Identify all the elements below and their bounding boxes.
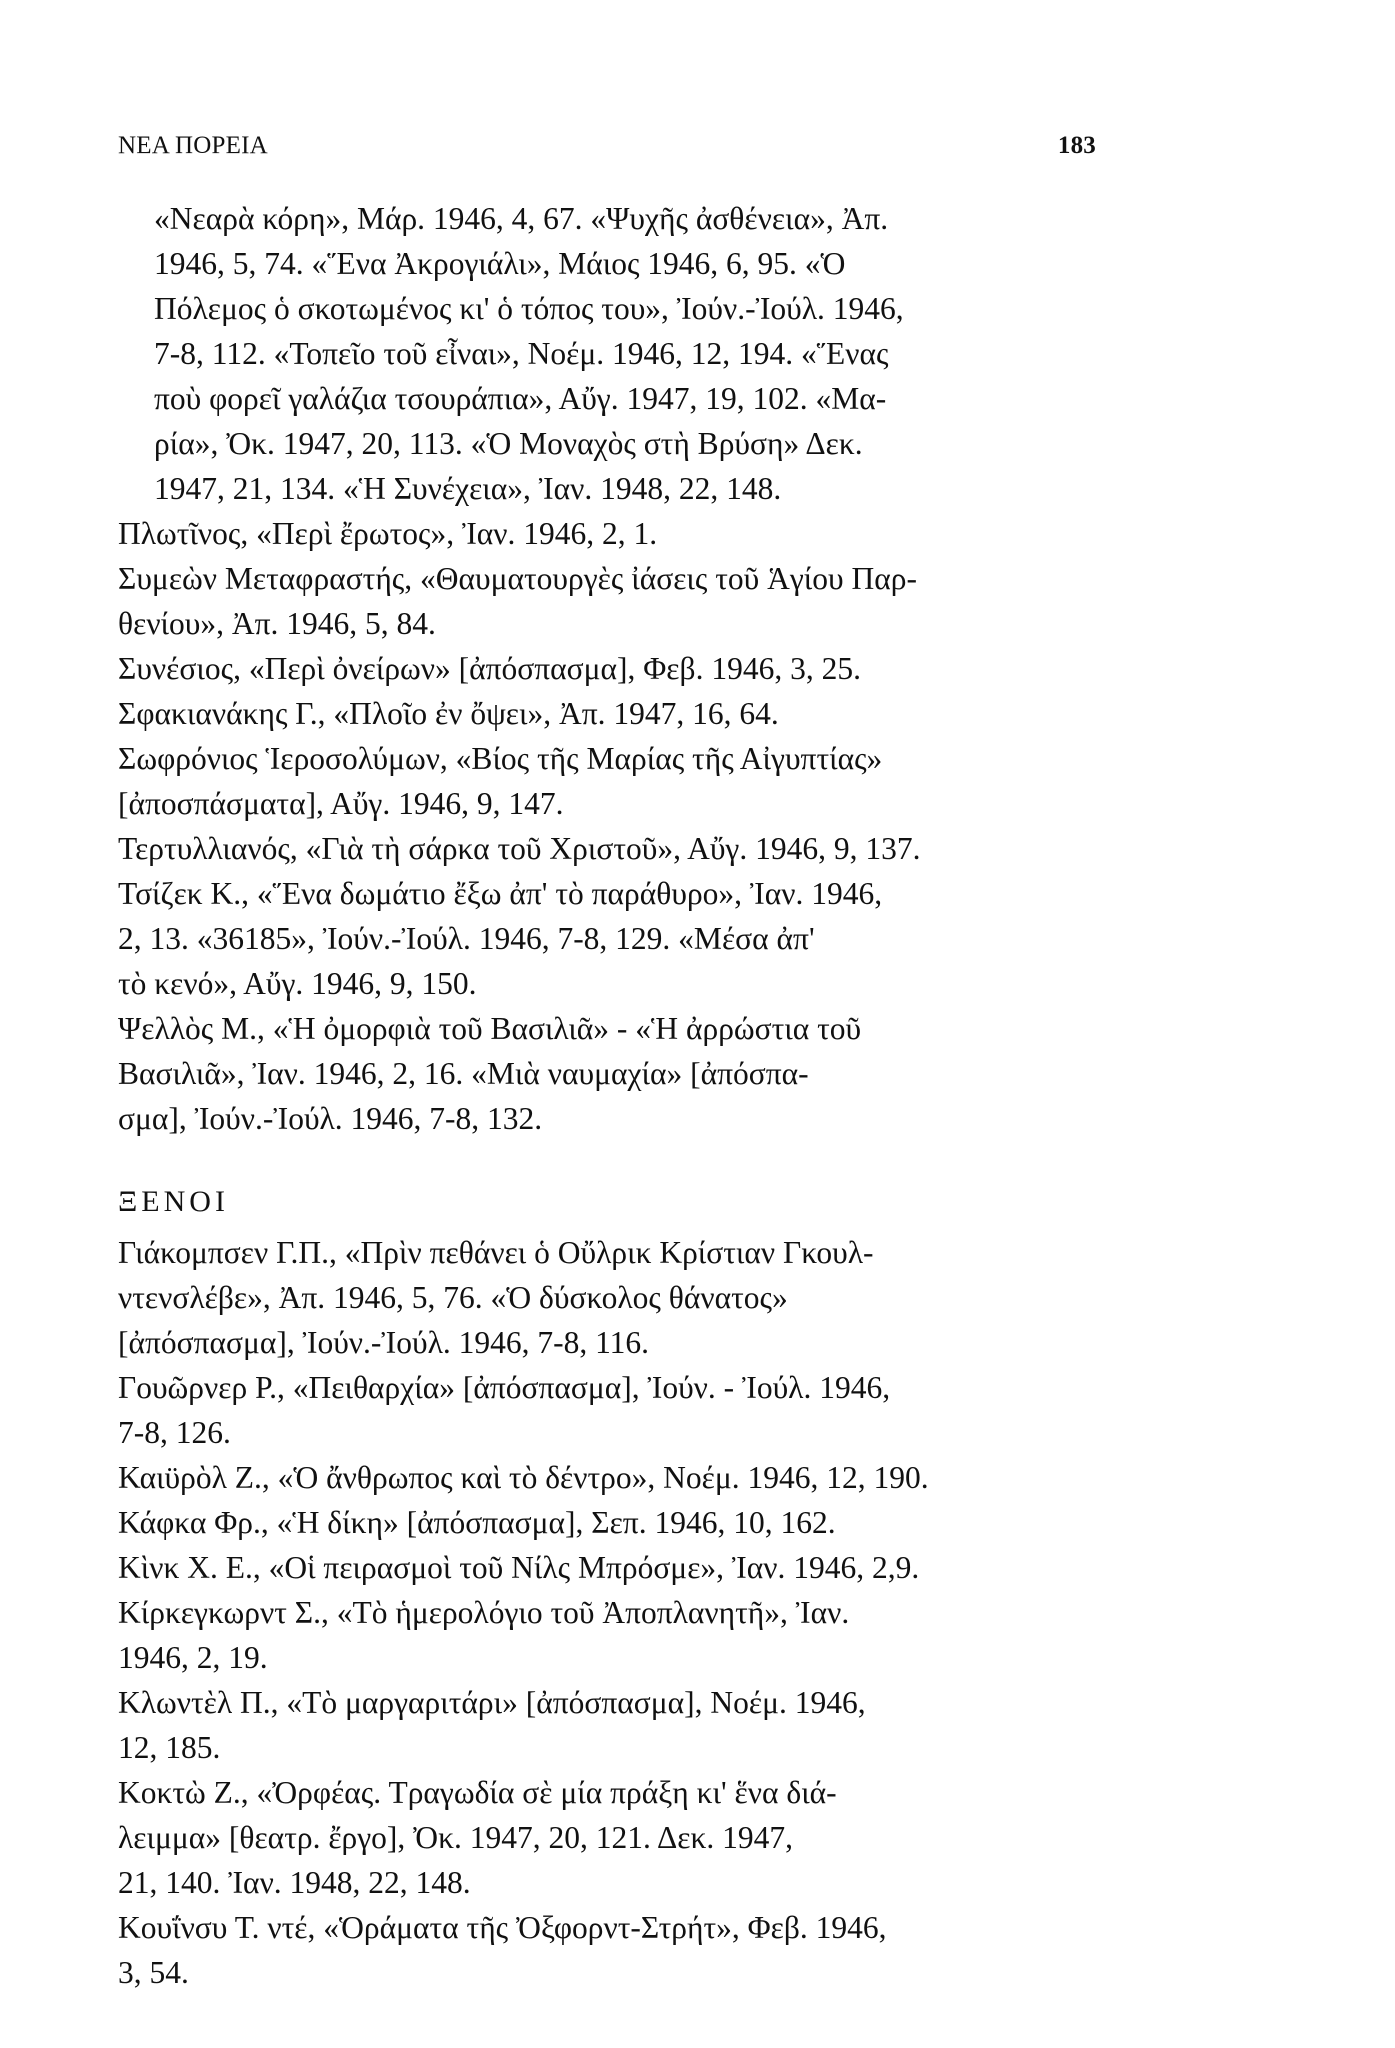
index-entry	[118, 1590, 1118, 1680]
entry-line: 12, 185.	[118, 1730, 221, 1765]
entry-line: λειμμα» [θεατρ. ἔργο], Ὀκ. 1947, 20, 121. Δεκ. 1947,	[118, 1820, 793, 1855]
entry-line: 21, 140. Ἰαν. 1948, 22, 148.	[118, 1865, 471, 1900]
entry-line: Σφακιανάκης Γ., «Πλοῖο ἐν ὄψει», Ἀπ. 1947, 16, 64.	[118, 696, 779, 731]
entry-line: Γουῶρνερ Ρ., «Πειθαρχία» [ἀπόσπασμα], Ἰούν. - Ἰούλ. 1946,	[118, 1370, 891, 1405]
index-entry	[118, 1770, 1118, 1905]
entry-line: Γιάκομπσεν Γ.Π., «Πρὶν πεθάνει ὁ Οὔλρικ Κρίστιαν Γκουλ-	[118, 1235, 874, 1270]
entry-line: 7-8, 112. «Τοπεῖο τοῦ εἶναι», Νοέμ. 1946, 12, 194. «Ἕνας	[154, 336, 889, 371]
index-entry	[118, 1455, 1118, 1500]
entry-line: Πλωτῖνος, «Περὶ ἔρωτος», Ἰαν. 1946, 2, 1.	[118, 516, 658, 551]
entry-line: «Νεαρὰ κόρη», Μάρ. 1946, 4, 67. «Ψυχῆς ἀσθένεια», Ἀπ.	[154, 201, 889, 236]
entry-line: 1946, 2, 19.	[118, 1640, 268, 1675]
index-entry	[118, 1230, 1118, 1365]
entry-line: Συμεὼν Μεταφραστής, «Θαυματουργὲς ἰάσεις τοῦ Ἁγίου Παρ-	[118, 561, 917, 596]
entry-line: 1947, 21, 134. «Ἡ Συνέχεια», Ἰαν. 1948, 22, 148.	[154, 471, 782, 506]
entry-line: [ἀπόσπασμα], Ἰούν.-Ἰούλ. 1946, 7-8, 116.	[118, 1325, 650, 1360]
entry-line: Κοκτὼ Ζ., «Ὀρφέας. Τραγωδία σὲ μία πράξη κι' ἕνα διά-	[118, 1775, 837, 1810]
index-body	[118, 196, 1118, 1995]
entry-line: Τερτυλλιανός, «Γιὰ τὴ σάρκα τοῦ Χριστοῦ», Αὔγ. 1946, 9, 137.	[118, 831, 921, 866]
entry-line: Κουΐνσυ Τ. ντέ, «Ὁράματα τῆς Ὀξφορντ-Στρήτ», Φεβ. 1946,	[118, 1910, 887, 1945]
index-entry	[118, 196, 1118, 511]
index-entry	[118, 691, 1118, 736]
journal-title: ΝΕΑ ΠΟΡΕΙΑ	[118, 132, 268, 159]
entry-line: Κλωντὲλ Π., «Τὸ μαργαριτάρι» [ἀπόσπασμα], Νοέμ. 1946,	[118, 1685, 866, 1720]
entry-line: Ψελλὸς Μ., «Ἡ ὀμορφιὰ τοῦ Βασιλιᾶ» - «Ἡ ἀρρώστια τοῦ	[118, 1011, 862, 1046]
greek-authors-list	[118, 196, 1118, 1141]
entry-line: Κάφκα Φρ., «Ἡ δίκη» [ἀπόσπασμα], Σεπ. 1946, 10, 162.	[118, 1505, 836, 1540]
page-number: 183	[1057, 132, 1096, 159]
index-entry	[118, 1545, 1118, 1590]
entry-line: [ἀποσπάσματα], Αὔγ. 1946, 9, 147.	[118, 786, 564, 821]
entry-line: Κὶνκ Χ. Ε., «Οἱ πειρασμοὶ τοῦ Νίλς Μπρόσμε», Ἰαν. 1946, 2,9.	[118, 1550, 920, 1585]
index-entry	[118, 646, 1118, 691]
entry-line: Πόλεμος ὁ σκοτωμένος κι' ὁ τόπος του», Ἰούν.-Ἰούλ. 1946,	[154, 291, 904, 326]
entry-line: 3, 54.	[118, 1955, 189, 1990]
entry-line: σμα], Ἰούν.-Ἰούλ. 1946, 7-8, 132.	[118, 1101, 543, 1136]
entry-line: ντενσλέβε», Ἀπ. 1946, 5, 76. «Ὁ δύσκολος θάνατος»	[118, 1280, 788, 1315]
index-entry	[118, 826, 1118, 871]
entry-line: ποὺ φορεῖ γαλάζια τσουράπια», Αὔγ. 1947, 19, 102. «Μα-	[154, 381, 887, 416]
entry-line: θενίου», Ἀπ. 1946, 5, 84.	[118, 606, 436, 641]
entry-line: ρία», Ὀκ. 1947, 20, 113. «Ὁ Μοναχὸς στὴ Βρύση» Δεκ.	[154, 426, 863, 461]
entry-line: 2, 13. «36185», Ἰούν.-Ἰούλ. 1946, 7-8, 129. «Μέσα ἀπ'	[118, 921, 815, 956]
index-entry	[118, 736, 1118, 826]
index-entry	[118, 1905, 1118, 1995]
index-entry	[118, 1365, 1118, 1455]
index-entry	[118, 511, 1118, 556]
index-entry	[118, 1500, 1118, 1545]
entry-line: Τσίζεκ Κ., «Ἕνα δωμάτιο ἔξω ἀπ' τὸ παράθυρο», Ἰαν. 1946,	[118, 876, 883, 911]
entry-line: Βασιλιᾶ», Ἰαν. 1946, 2, 16. «Μιὰ ναυμαχία» [ἀπόσπα-	[118, 1056, 809, 1091]
index-entry	[118, 556, 1118, 646]
entry-line: τὸ κενό», Αὔγ. 1946, 9, 150.	[118, 966, 477, 1001]
index-entry	[118, 871, 1118, 1006]
section-heading-foreign: ΞΕΝΟΙ	[118, 1185, 229, 1218]
entry-line: Συνέσιος, «Περὶ ὀνείρων» [ἀπόσπασμα], Φεβ. 1946, 3, 25.	[118, 651, 861, 686]
entry-line: Σωφρόνιος Ἱεροσολύμων, «Βίος τῆς Μαρίας τῆς Αἰγυπτίας»	[118, 741, 883, 776]
running-head	[118, 132, 1096, 172]
entry-line: Καιϋρὸλ Ζ., «Ὁ ἄνθρωπος καὶ τὸ δέντρο», Νοέμ. 1946, 12, 190.	[118, 1460, 929, 1495]
entry-line: Κίρκεγκωρντ Σ., «Τὸ ἡμερολόγιο τοῦ Ἀποπλανητῆ», Ἰαν.	[118, 1595, 850, 1630]
index-entry	[118, 1680, 1118, 1770]
foreign-authors-list	[118, 1230, 1118, 1995]
entry-line: 7-8, 126.	[118, 1415, 231, 1450]
index-entry	[118, 1006, 1118, 1141]
entry-line: 1946, 5, 74. «Ἕνα Ἀκρογιάλι», Μάιος 1946, 6, 95. «Ὁ	[154, 246, 846, 281]
